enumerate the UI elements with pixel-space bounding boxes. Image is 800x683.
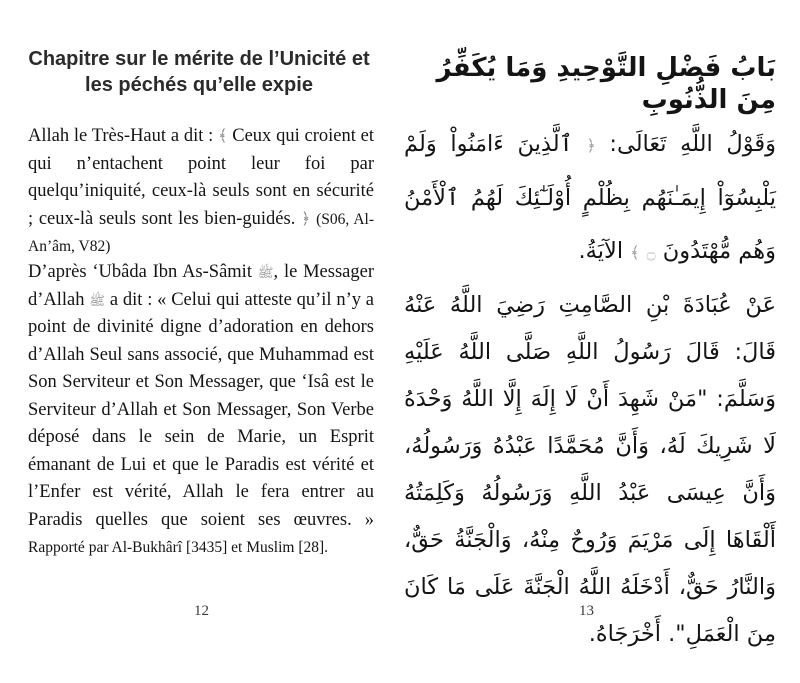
verse-text: Ceux qui croient et qui n’entachent point leur foi par quelqu’iniquité, ceux-là seuls sont en sécurité ; ceux-là seuls sont les bien-guidés. — [28, 126, 375, 229]
french-paragraph-hadith — [28, 259, 374, 562]
french-paragraph-verse — [28, 123, 374, 261]
arabic-verse-text: ٱلَّذِينَ ءَامَنُواْ وَلَمْ يَلْبِسُوٓاْ إِيمَـٰنَهُم بِظُلْمٍ أُوْلَـٰٓئِكَ لَهُمُ ٱلْأَمْنُ وَهُم مُّهْتَدُونَ — [404, 131, 776, 264]
quote-open-ornament: ﴾ — [218, 128, 228, 145]
chapter-title-french: Chapitre sur le mérite de l’Unicité et les péchés qu’elle expie — [28, 48, 370, 96]
hadith-source: Rapporté par Al-Bukhârî [3435] et Muslim [28]. — [28, 539, 329, 556]
hadith-text: a dit : « Celui qui atteste qu’il n’y a point de divinité digne d’adoration en dehors d’Allah Seul sans associé, que Muhammad est Son Serviteur et Son Messager, que ‘Isâ est le Serviteur d’Allah et Son Messager, Son Verbe déposé dans le sein de Marie, un Esprit émanant de Lui et que le Paradis est vérité et l’Enfer est vérité, Allah le fera entrer au Paradis quelles que soient ses œuvres. » — [28, 289, 375, 530]
verse-reference: (S06, Al-An’âm, V82) — [28, 210, 374, 255]
arabic-verse-intro: وَقَوْلُ اللَّهِ تَعَالَى: — [609, 131, 776, 157]
arabic-paragraph-hadith: عَنْ عُبَادَةَ بْنِ الصَّامِتِ رَضِيَ اللَّهُ عَنْهُ قَالَ: قَالَ رَسُولُ اللَّهِ صَلَّى اللَّهُ عَلَيْهِ وَسَلَّمَ: "مَنْ شَهِدَ أَنْ لَا إِلَهَ إِلَّا اللَّهُ وَحْدَهُ لَا شَرِيكَ لَهُ، وَأَنَّ مُحَمَّدًا عَبْدُهُ وَرَسُولُهُ، وَأَنَّ عِيسَى عَبْدُ اللَّهِ وَرَسُولُهُ وَكَلِمَتُهُ أَلْقَاهَا إِلَى مَرْيَمَ وَرُوحٌ مِنْهُ، وَالْجَنَّةُ حَقٌّ، وَالنَّارُ حَقٌّ، أَدْخَلَهُ اللَّهُ الْجَنَّةَ عَلَى مَا كَانَ مِنَ الْعَمَلِ". أَخْرَجَاهُ. — [404, 292, 776, 647]
arabic-ornament-close: ﴾ — [630, 243, 640, 262]
ayah-end-icon: ۝ — [646, 244, 656, 262]
hadith-messenger: , le Messager d’Allah — [28, 262, 374, 310]
page-number-right: 13 — [579, 603, 594, 619]
right-page — [400, 0, 800, 683]
verse-intro: Allah le Très-Haut a dit : — [28, 126, 214, 146]
radiya-allahu-anhu-icon: ﷺ — [257, 265, 274, 280]
chapter-title-arabic: بَابُ فَضْلِ التَّوْحِيدِ وَمَا يُكَفِّرُ مِنَ الذُّنُوبِ — [436, 53, 776, 115]
page-number-left: 12 — [194, 603, 209, 619]
quote-close-ornament: ﴿ — [301, 210, 311, 228]
arabic-paragraph-verse — [404, 118, 776, 280]
salla-allahu-alayhi-icon: ﷺ — [89, 292, 106, 308]
arabic-verse-tail: الآيَةُ. — [578, 238, 624, 264]
hadith-narrator: D’après ‘Ubâda Ibn As-Sâmit — [28, 262, 252, 282]
arabic-ornament-open: ﴿ — [586, 136, 596, 155]
